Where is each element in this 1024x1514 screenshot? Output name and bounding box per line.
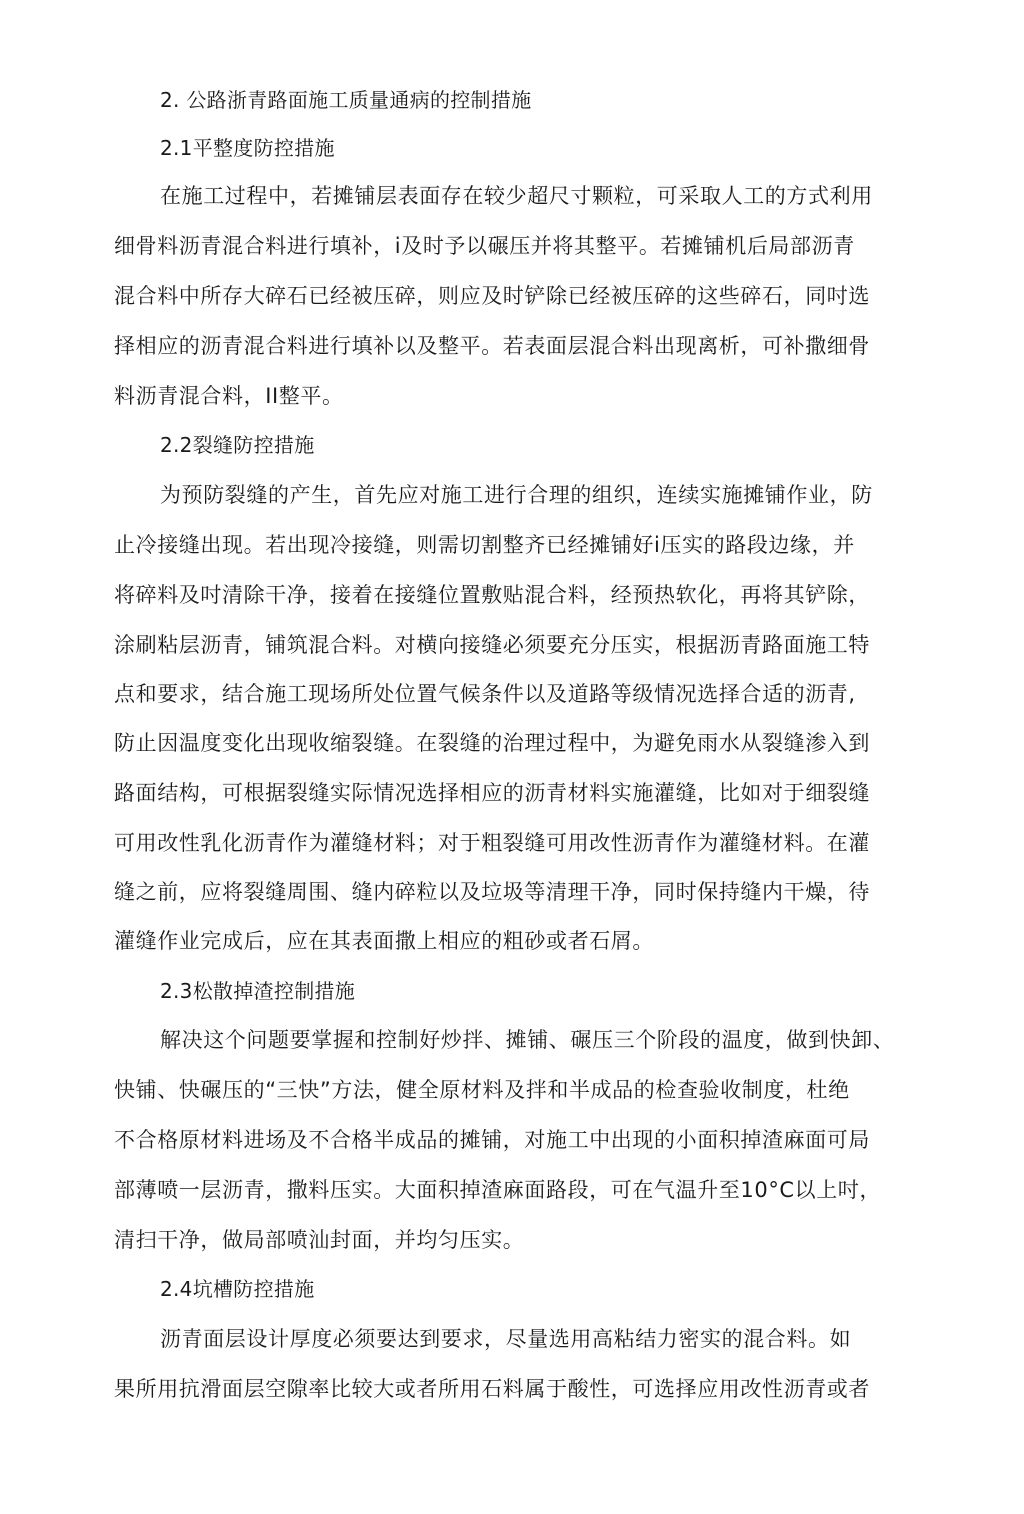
section-heading-2-1: 2.1平整度防控措施 — [160, 136, 335, 160]
paragraph-line: 沥青面层设计厚度必须要达到要求，尽量选用高粘结力密实的混合料。如 — [160, 1327, 852, 1351]
paragraph-line: 防止因温度变化出现收缩裂缝。在裂缝的治理过程中，为避免雨水从裂缝渗入到 — [114, 731, 870, 755]
paragraph-line: 部薄喷一层沥青，撒料压实。大面积掉渣麻面路段，可在气温升至10°C以上吋， — [114, 1178, 882, 1202]
paragraph-line: 在施工过程中，若摊铺层表面存在较少超尺寸颗粒，可采取人工的方式利用 — [160, 184, 873, 208]
paragraph-line: 灌缝作业完成后，应在其表面撒上相应的粗砂或者石屑。 — [114, 929, 654, 953]
paragraph-line: 不合格原材料进场及不合格半成品的摊铺，对施工中出现的小面积掉渣麻面可局 — [114, 1128, 870, 1152]
paragraph-line: 混合料中所存大碎石已经被压碎，则应及时铲除已经被压碎的这些碎石，同吋选 — [114, 284, 870, 308]
paragraph-line: 果所用抗滑面层空隙率比较大或者所用石料属于酸性，可选择应用改性沥青或者 — [114, 1377, 870, 1401]
paragraph-line: 可用改性乳化沥青作为灌缝材料；对于粗裂缝可用改性沥青作为灌缝材料。在灌 — [114, 831, 870, 855]
paragraph-line: 缝之前，应将裂缝周围、缝内碎粒以及垃圾等清理干净，同时保持缝内干燥，待 — [114, 880, 870, 904]
paragraph-line: 止冷接缝出现。若出现冷接缝，则需切割整齐已经摊铺好i压实的路段边缘，并 — [114, 533, 855, 557]
section-heading-2-4: 2.4坑槽防控措施 — [160, 1277, 315, 1301]
paragraph-line: 点和要求，结合施工现场所处位置气候条件以及道路等级情况选择合适的沥青, — [114, 682, 856, 706]
paragraph-line: 涂刷粘层沥青，铺筑混合料。对横向接缝必须要充分压实，根据沥青路面施工特 — [114, 633, 870, 657]
paragraph-line: 为预防裂缝的产生，首先应对施工进行合理的组织，连续实施摊铺作业，防 — [160, 483, 873, 507]
paragraph-line: 路面结构，可根据裂缝实际情况选择相应的沥青材料实施灌缝，比如对于细裂缝 — [114, 781, 870, 805]
section-heading-2-3: 2.3松散掉渣控制措施 — [160, 979, 356, 1003]
paragraph-line: 料沥青混合料，II整平。 — [114, 384, 344, 408]
section-heading-2-2: 2.2裂缝防控措施 — [160, 433, 315, 457]
paragraph-line: 将碎料及吋清除干净，接着在接缝位置敷贴混合料，经预热软化，再将其铲除， — [114, 583, 870, 607]
paragraph-line: 择相应的沥青混合料进行填补以及整平。若表面层混合料出现离析，可补撒细骨 — [114, 334, 870, 358]
document-title: 2. 公路浙青路面施工质量通病的控制措施 — [160, 88, 532, 112]
paragraph-line: 快铺、快碾压的“三快”方法，健全原材料及拌和半成品的检查验收制度，杜绝 — [114, 1078, 850, 1102]
paragraph-line: 解决这个问题要掌握和控制好炒拌、摊铺、碾压三个阶段的温度，做到快卸、 — [160, 1028, 895, 1052]
paragraph-line: 清扫干净，做局部喷汕封面，并均匀压实。 — [114, 1228, 525, 1252]
paragraph-line: 细骨料沥青混合料进行填补，i及时予以碾压并将其整平。若摊铺机后局部沥青 — [114, 234, 855, 258]
